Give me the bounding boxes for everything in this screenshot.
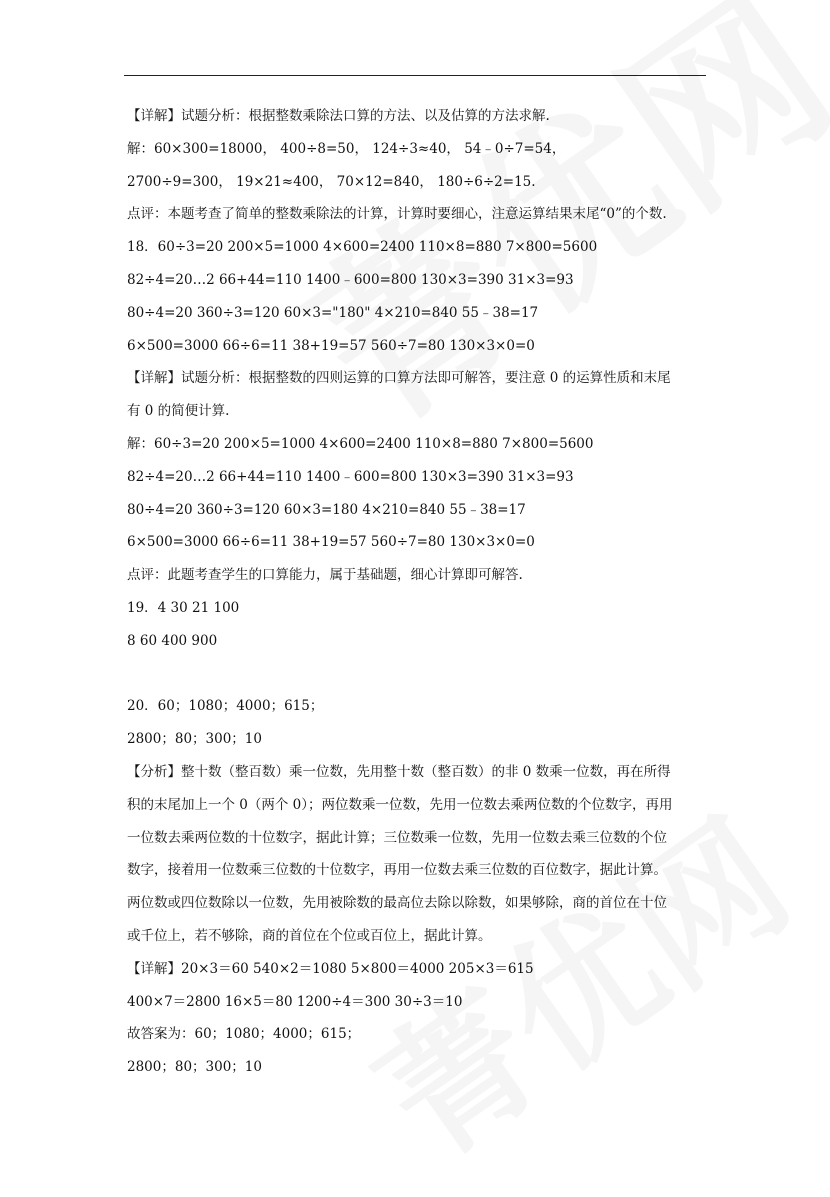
text-line: 数字，接着用一位数乘三位数的十位数字，再用一位数去乘三位数的百位数字，据此计算。 (127, 862, 667, 879)
text-line: 【详解】20×3＝60 540×2＝1080 5×800＝4000 205×3＝615 (127, 960, 534, 977)
text-line: 故答案为：60；1080；4000；615； (127, 1026, 361, 1043)
text-line: 82÷4=20…2 66+44=110 1400﹣600=800 130×3=390 31×3=93 (127, 271, 574, 288)
text-line: 2700÷9=300， 19×21≈400， 70×12=840， 180÷6÷2=15. (127, 173, 536, 190)
text-line: 两位数或四位数除以一位数，先用被除数的最高位去除以除数，如果够除，商的首位在十位 (127, 895, 667, 912)
blank-line (127, 664, 707, 684)
text-line: 20．60；1080；4000；615； (127, 698, 324, 715)
text-line: 或千位上，若不够除，商的首位在个位或百位上，据此计算。 (127, 927, 492, 944)
text-line: 积的末尾加上一个 0（两个 0）；两位数乘一位数，先用一位数去乘两位数的个位数字，再用 (127, 796, 673, 813)
document-body (127, 106, 707, 1090)
text-line: 18．60÷3=20 200×5=1000 4×600=2400 110×8=880 7×800=5600 (127, 239, 598, 256)
text-line: 一位数去乘两位数的十位数字，据此计算；三位数乘一位数，先用一位数去乘三位数的个位 (127, 829, 667, 846)
text-line: 2800；80；300；10 (127, 731, 262, 748)
text-line: 解：60×300=18000， 400÷8=50， 124÷3≈40， 54﹣0÷7=54， (127, 140, 566, 157)
text-line: 【分析】整十数（整百数）乘一位数，先用整十数（整百数）的非 0 数乘一位数，再在所得 (127, 763, 671, 780)
text-line: 6×500=3000 66÷6=11 38+19=57 560÷7=80 130×3×0=0 (127, 534, 535, 551)
text-line: 8 60 400 900 (127, 632, 218, 649)
text-line: 【详解】试题分析：根据整数乘除法口算的方法、以及估算的方法求解. (127, 108, 550, 124)
text-line: 2800；80；300；10 (127, 1059, 262, 1076)
text-line: 80÷4=20 360÷3=120 60×3="180" 4×210=840 55﹣38=17 (127, 304, 539, 321)
text-line: 80÷4=20 360÷3=120 60×3=180 4×210=840 55﹣38=17 (127, 501, 526, 518)
header-rule (124, 75, 706, 76)
text-line: 点评：此题考查学生的口算能力，属于基础题，细心计算即可解答. (127, 567, 523, 584)
text-line: 6×500=3000 66÷6=11 38+19=57 560÷7=80 130×3×0=0 (127, 337, 535, 354)
text-line: 400×7＝2800 16×5＝80 1200÷4＝300 30÷3＝10 (127, 993, 463, 1010)
text-line: 19．4 30 21 100 (127, 599, 240, 616)
text-line: 有 0 的简便计算. (127, 403, 230, 420)
text-line: 【详解】试题分析：根据整数的四则运算的口算方法即可解答，要注意 0 的运算性质和末尾 (127, 370, 671, 387)
text-line: 解：60÷3=20 200×5=1000 4×600=2400 110×8=880 7×800=5600 (127, 435, 594, 452)
text-line: 82÷4=20…2 66+44=110 1400﹣600=800 130×3=390 31×3=93 (127, 468, 574, 485)
text-line: 点评：本题考查了简单的整数乘除法的计算，计算时要细心，注意运算结果末尾“0”的个数. (127, 206, 667, 223)
